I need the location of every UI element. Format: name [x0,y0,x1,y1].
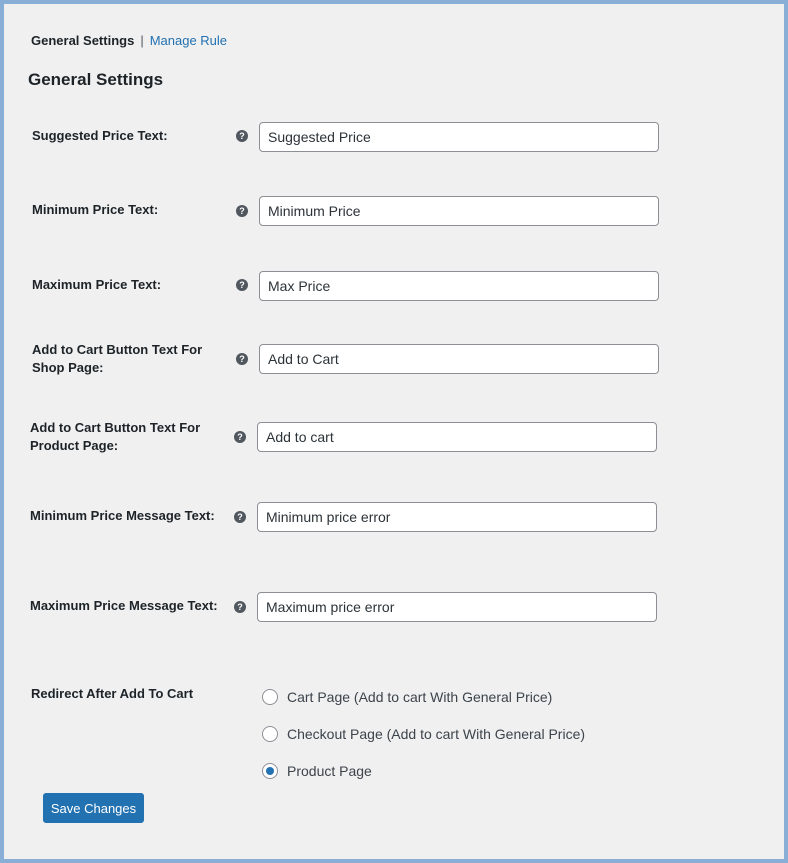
help-icon[interactable]: ? [234,511,246,523]
radio-label: Product Page [287,763,372,779]
help-icon[interactable]: ? [236,353,248,365]
redirect-label: Redirect After Add To Cart [31,686,194,701]
page-title: General Settings [28,70,164,89]
maximum-price-message-label: Maximum Price Message Text: [30,598,218,613]
redirect-option-checkout-page[interactable] [262,725,585,743]
suggested-price-label: Suggested Price Text: [32,128,168,143]
redirect-option-product-page[interactable] [262,762,372,780]
redirect-option-cart-page[interactable] [262,688,552,706]
minimum-price-input[interactable] [259,196,659,226]
product-cart-button-label: Add to Cart Button Text For Product Page: [30,420,201,453]
maximum-price-label: Maximum Price Text: [32,277,162,292]
radio-button-checked[interactable] [262,763,278,779]
subnav-general-settings[interactable]: General Settings [31,33,135,48]
sub-navigation [31,33,227,49]
minimum-price-label: Minimum Price Text: [32,202,159,217]
save-changes-button[interactable]: Save Changes [43,793,144,823]
suggested-price-input[interactable] [259,122,659,152]
maximum-price-message-input[interactable] [257,592,657,622]
shop-cart-button-input[interactable] [259,344,659,374]
help-icon[interactable]: ? [236,205,248,217]
radio-button[interactable] [262,726,278,742]
minimum-price-message-label: Minimum Price Message Text: [30,508,215,523]
help-icon[interactable]: ? [236,130,248,142]
help-icon[interactable]: ? [236,279,248,291]
radio-label: Cart Page (Add to cart With General Price) [287,689,553,705]
shop-cart-button-label: Add to Cart Button Text For Shop Page: [32,342,203,375]
radio-label: Checkout Page (Add to cart With General Price) [287,726,586,742]
maximum-price-input[interactable] [259,271,659,301]
minimum-price-message-input[interactable] [257,502,657,532]
product-cart-button-input[interactable] [257,422,657,452]
help-icon[interactable]: ? [234,601,246,613]
subnav-separator: | [140,33,144,48]
subnav-manage-rule-link[interactable]: Manage Rule [149,33,228,48]
radio-button[interactable] [262,689,278,705]
help-icon[interactable]: ? [234,431,246,443]
